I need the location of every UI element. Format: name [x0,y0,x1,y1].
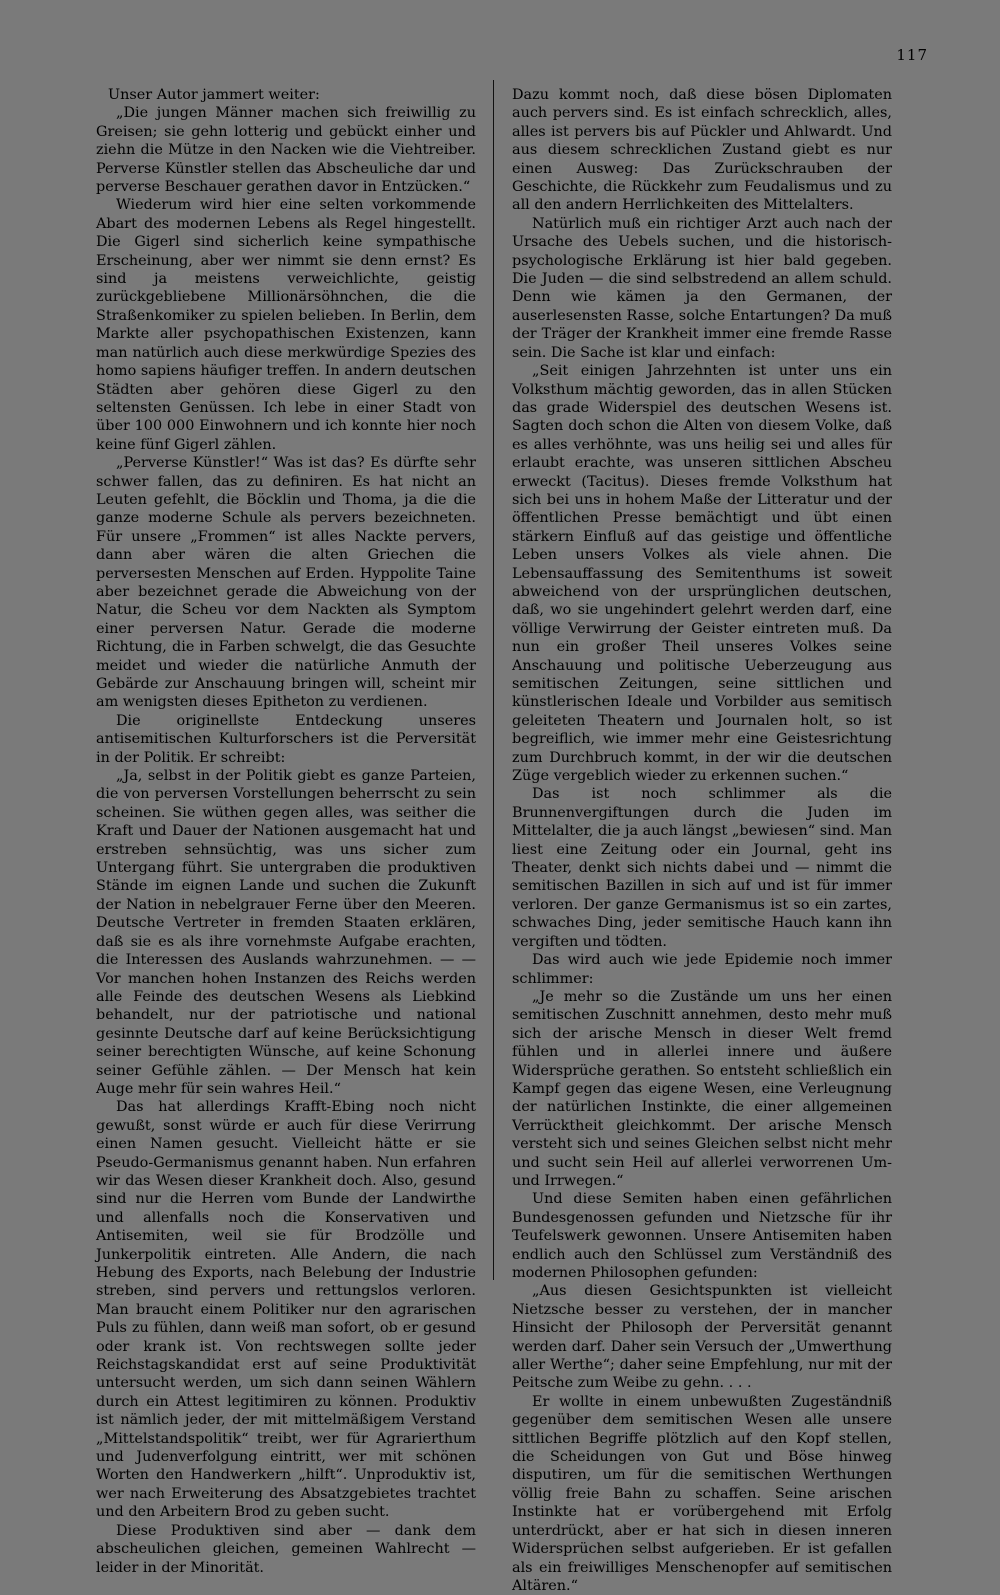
paragraph: Die originellste Entdeckung unseres antisemitischen Kulturforschers ist die Perversität in der Politik. Er schreibt: [96,712,476,766]
paragraph: Diese Produktiven sind aber — dank dem abscheulichen gleichen, gemeinen Wahlrecht — leider in der Minorität. [96,1522,476,1576]
left-column [96,86,476,1577]
page-number: 117 [896,46,928,64]
paragraph: Das wird auch wie jede Epidemie noch immer schlimmer: [512,952,892,987]
paragraph: Das hat allerdings Krafft-Ebing noch nicht gewußt, sonst würde er auch für diese Verirrung einen Namen gesucht. Vielleicht hätte er sie Pseudo-Germanismus genannt haben. Nun erfahren wir das Wesen dieser Krankheit doch. Also, gesund sind nur die Herren vom Bunde der Landwirthe und allenfalls noch die Konservativen und Antisemiten, weil sie für Brodzölle und Junkerpolitik eintreten. Alle Andern, die nach Hebung des Exports, nach Belebung der Industrie streben, sind pervers und rettungslos verloren. Man braucht einem Politiker nur den agrarischen Puls zu fühlen, dann weiß man sofort, ob er gesund oder krank ist. Von rechtswegen sollte jeder Reichstagskandidat erst auf seine Produktivität untersucht werden, um sich dann seinen Wählern durch ein Attest legitimiren zu können. Produktiv ist nämlich jeder, der mit mittelmäßigem Verstand „Mittelstandspolitik“ treibt, wer für Agrarierthum und Judenverfolgung eintritt, wer mit schönen Worten den Handwerkern „hilft“. Unproduktiv ist, wer nach Erweiterung des Absatzgebietes trachtet und den Arbeitern Brod zu geben sucht. [96,1099,476,1521]
paragraph: Wiederum wird hier eine selten vorkommende Abart des modernen Lebens als Regel hingestellt. Die Gigerl sind sicherlich keine sympathische Erscheinung, aber wer nimmt sie denn ernst? Es sind ja meistens verweichlichte, geistig zurückgebliebene Millionärsöhnchen, die die Straßenkomiker zu spielen belieben. In Berlin, dem Markte aller psychopathischen Existenzen, kann man natürlich auch diese merkwürdige Spezies des homo sapiens häufiger treffen. In andern deutschen Städten aber gehören diese Gigerl zu den seltensten Genüssen. Ich lebe in einer Stadt von über 100 000 Einwohnern und ich konnte hier noch keine fünf Gigerl zählen. [96,197,476,453]
paragraph: Und diese Semiten haben einen gefährlichen Bundesgenossen gefunden und Nietzsche für ihr Teufelswerk gewonnen. Unsere Antisemiten haben endlich auch den Schlüssel zum Verständniß des modernen Philosophen gefunden: [512,1191,892,1281]
paragraph: Er wollte in einem unbewußten Zugeständniß gegenüber dem semitischen Wesen alle unsere sittlichen Begriffe plötzlich auf den Kopf stellen, die Scheidungen von Gut und Böse hinweg disputiren, um für die semitischen Werthungen völlig freie Bahn zu schaffen. Seine arischen Instinkte hat er vorübergehend mit Erfolg unterdrückt, aber er hat sich in diesen inneren Widersprüchen selbst aufgerieben. Er ist gefallen als ein freiwilliges Menschenopfer auf semitischen Altären.“ [512,1393,892,1594]
paragraph: Dazu kommt noch, daß diese bösen Diplomaten auch pervers sind. Es ist einfach schrecklich, alles, alles ist pervers bis auf Pückler und Ahlwardt. Und aus diesem schrecklichen Zustand giebt es nur einen Ausweg: Das Zurückschrauben der Geschichte, die Rückkehr zum Feudalismus und zu all den andern Herrlichkeiten des Mittelalters. [512,87,892,214]
quote-paragraph: „Die jungen Männer machen sich freiwillig zu Greisen; sie gehn lotterig und gebückt einher und ziehn die Mütze in den Nacken wie die Viehtreiber. Perverse Künstler stellen das Abscheuliche dar und perverse Beschauer gerathen davor in Entzücken.“ [96,105,476,196]
quote-paragraph: „Aus diesen Gesichtspunkten ist vielleicht Nietzsche besser zu verstehen, der in mancher Hinsicht der Philosoph der Perversität genannt werden darf. Daher sein Versuch der „Umwerthung aller Werthe“; daher seine Empfehlung, nur mit der Peitsche zum Weibe zu gehn. . . . [512,1283,892,1392]
column-divider [493,80,494,1280]
quote-paragraph: „Je mehr so die Zustände um uns her einen semitischen Zuschnitt annehmen, desto mehr muß sich der arische Mensch in dieser Welt fremd fühlen und in allerlei innere und äußere Widersprüche gerathen. So entsteht schließlich ein Kampf gegen das eigene Wesen, eine Verleugnung der natürlichen Instinkte, die einer allgemeinen Verrücktheit gleichkommt. Der arische Mensch versteht sich und seines Gleichen selbst nicht mehr und sucht sein Heil auf allerlei verworrenen Um- und Irrwegen.“ [512,988,892,1189]
paragraph: Unser Autor jammert weiter: [108,87,320,103]
quote-paragraph: „Ja, selbst in der Politik giebt es ganze Parteien, die von perversen Vorstellungen beherrscht zu sein scheinen. Sie wüthen gegen alles, was seither die Kraft und Dauer der Nationen ausgemacht hat und erstreben sehnsüchtig, was uns sicher zum Untergang führt. Sie untergraben die produktiven Stände im eignen Lande und suchen die Zukunft der Nation in nebelgrauer Ferne über den Meeren. Deutsche Vertreter in fremden Staaten erklären, daß sie es als ihre vornehmste Aufgabe erachten, die Interessen des Auslands wahrzunehmen. — — Vor manchen hohen Instanzen des Reichs werden alle Feinde des deutschen Wesens als Liebkind behandelt, nur der patriotische und national gesinnte Deutsche darf auf keine Berücksichtigung seiner berechtigten Wünsche, auf keine Schonung seiner Gefühle zählen. — Der Mensch hat kein Auge mehr für sein wahres Heil.“ [96,768,476,1097]
paragraph: Natürlich muß ein richtiger Arzt auch nach der Ursache des Uebels suchen, und die historisch-psychologische Erklärung ist hier bald gegeben. Die Juden — die sind selbstredend an allem schuld. Denn wie kämen ja den Germanen, der auserlesensten Rasse, solche Entartungen? Da muß der Träger der Krankheit immer eine fremde Rasse sein. Die Sache ist klar und einfach: [512,215,892,361]
right-column [512,86,892,1595]
quote-paragraph: „Seit einigen Jahrzehnten ist unter uns ein Volksthum mächtig geworden, das in allen Stücken das grade Widerspiel des deutschen Wesens ist. Sagten doch schon die Alten von diesem Volke, daß es alles verhöhnte, was uns heilig sei und alles für erlaubt erachte, was unseren sittlichen Abscheu erweckt (Tacitus). Dieses fremde Volksthum hat sich bei uns in hohem Maße der Litteratur und der öffentlichen Presse bemächtigt und übt einen stärkern Einfluß auf das geistige und öffentliche Leben unsers Volkes als viele ahnen. Die Lebensauffassung des Semitenthums ist soweit abweichend von der ursprünglichen deutschen, daß, wo sie ungehindert gelehrt werden darf, eine völlige Verwirrung der Geister eintreten muß. Da nun ein großer Theil unseres Volkes seine Anschauung und politische Ueberzeugung aus semitischen Zeitungen, seine sittlichen und künstlerischen Ideale und Vorbilder aus semitisch geleiteten Theatern und Journalen holt, so ist begreiflich, wie immer mehr eine Geistesrichtung zum Durchbruch kommt, in der wir die deutschen Züge vergeblich wieder zu erkennen suchen.“ [512,363,892,785]
paragraph: „Perverse Künstler!“ Was ist das? Es dürfte sehr schwer fallen, das zu definiren. Es hat nicht an Leuten gefehlt, die Böcklin und Thoma, ja die die ganze moderne Schule als pervers bezeichneten. Für unsere „Frommen“ ist alles Nackte pervers, dann aber wären die alten Griechen die perversesten Menschen auf Erden. Hyppolite Taine aber bezeichnet gerade die Abweichung von der Natur, die Scheu vor dem Nackten als Symptom einer perversen Natur. Gerade die moderne Richtung, die in Farben schwelgt, die das Gesuchte meidet und wieder die natürliche Anmuth der Gebärde zur Anschauung bringen will, scheint mir am wenigsten dieses Epitheton zu verdienen. [96,455,476,711]
paragraph: Das ist noch schlimmer als die Brunnenvergiftungen durch die Juden im Mittelalter, die ja auch längst „bewiesen“ sind. Man liest eine Zeitung oder ein Journal, geht ins Theater, denkt sich nichts dabei und — nimmt die semitischen Bazillen in sich auf und ist für immer verloren. Der ganze Germanismus ist so ein zartes, schwaches Ding, jeder semitische Hauch kann ihn vergiften und tödten. [512,786,892,950]
